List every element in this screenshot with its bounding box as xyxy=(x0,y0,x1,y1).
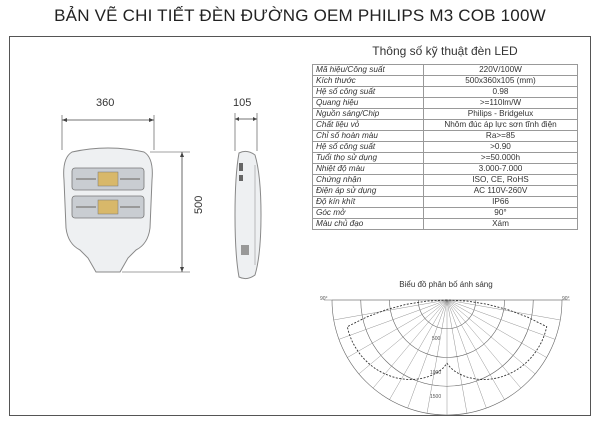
spec-row xyxy=(313,98,578,109)
polar-spoke xyxy=(447,300,535,374)
spec-row xyxy=(313,120,578,131)
spec-table xyxy=(312,64,578,230)
spec-row xyxy=(313,65,578,76)
spec-value: Ra>=85 xyxy=(424,131,578,142)
spec-row xyxy=(313,164,578,175)
width-dimension: 360 xyxy=(96,97,115,109)
light-distribution-chart xyxy=(312,288,582,416)
spec-key: Màu chủ đạo xyxy=(313,219,424,230)
ring-label: 1500 xyxy=(430,394,442,400)
spec-row xyxy=(313,175,578,186)
spec-row xyxy=(313,109,578,120)
spec-value: >0.90 xyxy=(424,142,578,153)
spec-row xyxy=(313,153,578,164)
spec-value: 500x360x105 (mm) xyxy=(424,76,578,87)
spec-key: Chất liệu vỏ xyxy=(313,120,424,131)
spec-value: Philips - Bridgelux xyxy=(424,109,578,120)
spec-value: IP66 xyxy=(424,197,578,208)
spec-row xyxy=(313,131,578,142)
spec-value: ISO, CE, RoHS xyxy=(424,175,578,186)
angle-label-left: 90° xyxy=(320,296,328,302)
spec-value: >=110lm/W xyxy=(424,98,578,109)
spec-key: Nhiệt độ màu xyxy=(313,164,424,175)
polar-spoke xyxy=(339,300,447,339)
spec-row xyxy=(313,76,578,87)
spec-value: 0.98 xyxy=(424,87,578,98)
polar-spoke xyxy=(408,300,447,408)
spec-row xyxy=(313,208,578,219)
spec-value: 220V/100W xyxy=(424,65,578,76)
polar-title: Biểu đồ phân bố ánh sáng xyxy=(399,280,493,289)
spec-row xyxy=(313,186,578,197)
polar-spoke xyxy=(447,300,555,339)
polar-spoke xyxy=(447,300,486,408)
spec-value: 90° xyxy=(424,208,578,219)
spec-value: 3.000-7.000 xyxy=(424,164,578,175)
spec-value: Xám xyxy=(424,219,578,230)
angle-label-right: 90° xyxy=(562,296,570,302)
ring-label: 500 xyxy=(432,336,441,342)
depth-dimension: 105 xyxy=(233,97,252,109)
spec-value: >=50.000h xyxy=(424,153,578,164)
spec-key: Chứng nhận xyxy=(313,175,424,186)
ring-label: 1000 xyxy=(430,370,442,376)
spec-row xyxy=(313,87,578,98)
length-dimension: 500 xyxy=(193,195,205,214)
lamp-side-view xyxy=(225,105,285,285)
spec-key: Kích thước xyxy=(313,76,424,87)
spec-key: Góc mở xyxy=(313,208,424,219)
page-title: BẢN VẼ CHI TIẾT ĐÈN ĐƯỜNG OEM PHILIPS M3 COB 100W xyxy=(54,6,546,25)
spec-key: Chỉ số hoàn màu xyxy=(313,131,424,142)
spec-key: Hệ số công suất xyxy=(313,87,424,98)
spec-value: Nhôm đúc áp lực sơn tĩnh điện xyxy=(424,120,578,131)
spec-key: Độ kín khít xyxy=(313,197,424,208)
spec-row xyxy=(313,142,578,153)
spec-title: Thông số kỹ thuật đèn LED xyxy=(372,44,518,58)
spec-key: Điện áp sử dụng xyxy=(313,186,424,197)
spec-key: Tuổi thọ sử dụng xyxy=(313,153,424,164)
spec-key: Mã hiệu/Công suất xyxy=(313,65,424,76)
polar-spoke xyxy=(447,300,521,388)
spec-key: Nguồn sáng/Chip xyxy=(313,109,424,120)
spec-row xyxy=(313,197,578,208)
spec-value: AC 110V-260V xyxy=(424,186,578,197)
spec-row xyxy=(313,219,578,230)
spec-key: Quang hiệu xyxy=(313,98,424,109)
spec-key: Hệ số công suất xyxy=(313,142,424,153)
